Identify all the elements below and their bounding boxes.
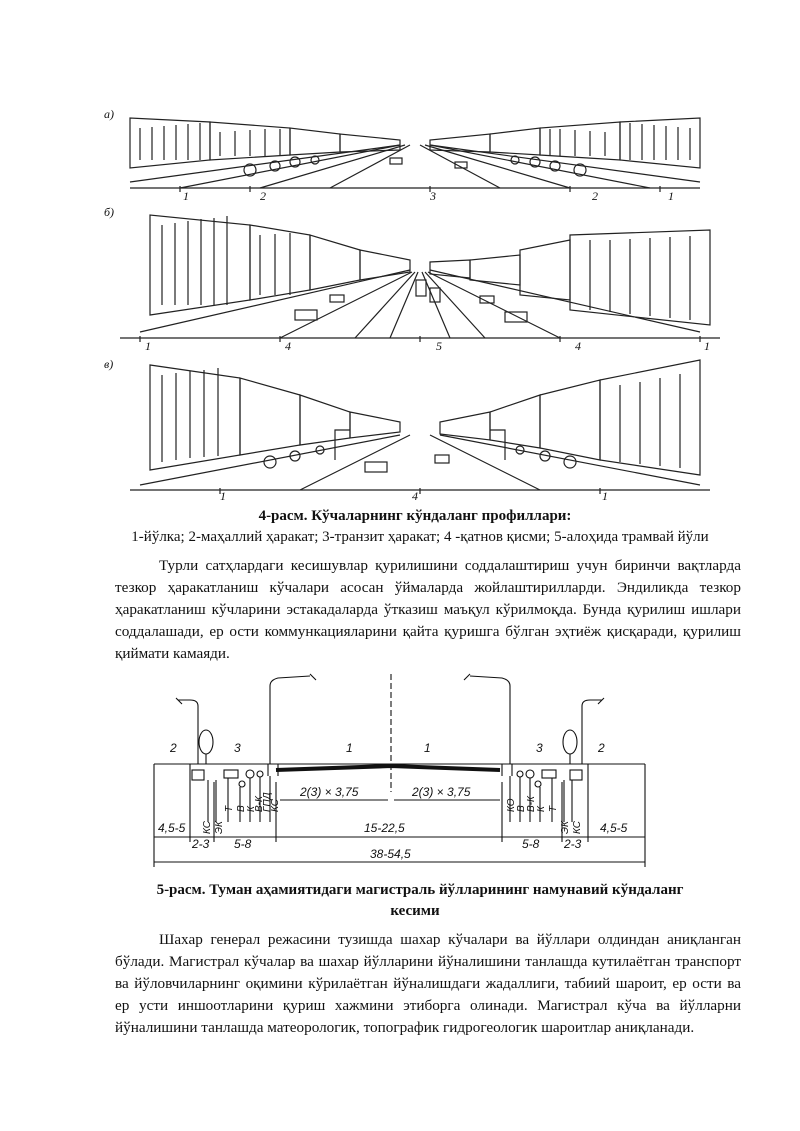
panel-b-label: б) — [104, 205, 115, 219]
zone-label: 2 — [598, 741, 605, 755]
utility-label: ГПД — [262, 792, 273, 812]
utility-label: КС — [270, 798, 281, 812]
paragraph-1: Турли сатҳлардаги кесишувлар қурилишини соддалаштириш учун биринчи вақтларда тезкор ҳаракатланиш кўчалари асосан ўймаларда жойлаштирилларди. Эндиликда тезкор ҳаракатланиш кўчларини эстакадаларда ўтказиш маъқул кўрилмоқда. Бунда қурилиш ишлари соддалашади, ер ости коммункацияларини қайта қуришга бўлган эҳтиёж қисқаради, қурилиш қиймати камаяди. — [115, 557, 741, 662]
zone-label: 1 — [424, 741, 431, 755]
zone-label: 3 — [234, 741, 241, 755]
dimension-right-mid: 2-3 — [564, 837, 582, 851]
panel-a-sketch — [130, 118, 700, 192]
utility-label: ЭК — [214, 821, 225, 834]
panel-b-number: 5 — [436, 339, 442, 353]
panel-c-label: в) — [104, 357, 114, 371]
utility-label: Т — [548, 805, 559, 812]
panel-c-number: 1 — [220, 489, 226, 500]
utility-label: К — [246, 806, 257, 812]
utility-label: ЭК — [560, 821, 571, 834]
utility-label: КО — [506, 798, 517, 812]
zone-label: 3 — [536, 741, 543, 755]
figure-5-cross-section — [150, 672, 650, 877]
dimension-total: 38-54,5 — [370, 847, 411, 861]
dimension-right-inner: 5-8 — [522, 837, 540, 851]
utility-label: КС — [202, 820, 213, 834]
panel-c-number: 4 — [412, 489, 418, 500]
dimension-center: 15-22,5 — [364, 821, 405, 835]
panel-b-number: 1 — [704, 339, 710, 353]
dimension-left-inner: 5-8 — [234, 837, 252, 851]
panel-b-sketch — [120, 215, 720, 342]
utility-label: В — [236, 805, 247, 812]
panel-a-number: 2 — [592, 189, 598, 203]
figure-4-caption-title: 4-расм. Кўчаларнинг кўндаланг профиллари: — [258, 508, 572, 524]
cross-section-drawing — [150, 672, 650, 877]
utility-label: В-К — [526, 796, 537, 812]
utility-label: В-К — [254, 796, 265, 812]
utility-label: В — [516, 805, 527, 812]
paragraph-2: Шахар генерал режасини тузишда шахар кўчалари ва йўллари олдиндан аниқланган бўлади. Магистрал кўчалар ва шахар йўлларини йўналишини танлашда кутилаётган транспорт ва йўловчиларнинг оқимини кўрилаётган йўналишдаги жадаллиги, табиий шароит, ер ости ва ер усти иншоотларини қуриш хажмини этиборга олинади. Магистрал кўча ва йўлларни йўналишини танлашда матеорологик, топографик гидрогеологик шароитлар аниқланади. — [115, 931, 741, 1036]
figure-5-caption-line-1: 5-расм. Туман аҳамиятидаги магистраль йўлларининг намунавий кўндаланг — [156, 882, 684, 898]
figure-4-caption-legend: 1-йўлка; 2-маҳаллий ҳаракат; 3-транзит ҳаракат; 4 -қатнов қисми; 5-алоҳида трамвай йўли — [131, 529, 709, 545]
panel-b-number: 4 — [285, 339, 291, 353]
figure-5-caption-line-2: кесими — [390, 903, 440, 919]
utility-label: КС — [572, 820, 583, 834]
dimension-left-mid: 2-3 — [192, 837, 210, 851]
figure-4-street-profiles — [100, 100, 730, 500]
panel-c-number: 1 — [602, 489, 608, 500]
lane-dimension-left: 2(3) × 3,75 — [300, 785, 359, 799]
dimension-left-outer: 4,5-5 — [158, 821, 186, 835]
street-profiles-drawing — [100, 100, 730, 500]
lane-dimension-right: 2(3) × 3,75 — [412, 785, 471, 799]
panel-b-number: 1 — [145, 339, 151, 353]
zone-label: 1 — [346, 741, 353, 755]
zone-label: 2 — [170, 741, 177, 755]
dimension-right-outer: 4,5-5 — [600, 821, 628, 835]
panel-a-number: 1 — [668, 189, 674, 203]
panel-a-number: 2 — [260, 189, 266, 203]
panel-a-label: а) — [104, 107, 114, 121]
panel-a-number: 1 — [183, 189, 189, 203]
panel-b-number: 4 — [575, 339, 581, 353]
panel-a-number: 3 — [430, 189, 436, 203]
utility-label: Т — [224, 805, 235, 812]
utility-label: К — [536, 806, 547, 812]
panel-c-sketch — [130, 360, 710, 494]
